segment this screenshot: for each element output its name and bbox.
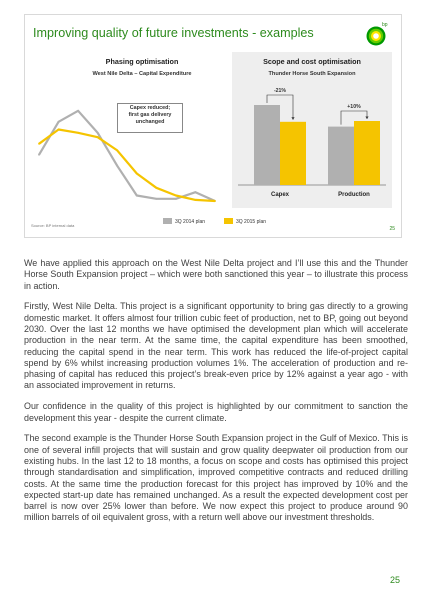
legend-label: 3Q 2014 plan	[175, 219, 206, 225]
bar-production-2015	[354, 121, 380, 185]
left-panel-subheading: West Nile Delta – Capital Expenditure	[92, 71, 192, 77]
data-point	[58, 121, 60, 123]
paragraph: Firstly, West Nile Delta. This project is a significant opportunity to bring gas directly to a growing domestic market. It offers almost four trillion cubic feet of production, net to BP, going out beyond 2030. Over the last 12 months we have optimised the development plan which will accelerate production in the near term. At the same time, the capital expenditure has been smoothed, reducing the capital spend in the near term. This work has reduced the life-of-project capital spend by 6% whilst increasing production volumes 1%. The acceleration of production and re-phasing of capital has reduced this project’s break-even price by 12% against a year ago - with an associated improvement in returns.	[24, 301, 408, 391]
data-point	[116, 150, 118, 152]
data-point	[175, 195, 177, 197]
series-line-2015	[39, 130, 215, 202]
data-point	[97, 136, 99, 138]
callout-line: Capex reduced;	[129, 105, 171, 111]
legend-swatch-yellow	[224, 218, 233, 224]
data-point	[214, 200, 216, 202]
paragraph: Our confidence in the quality of this project is highlighted by our commitment to sanction the development this year - despite the current climate.	[24, 401, 408, 423]
bar-production-2014	[328, 127, 354, 185]
right-panel-heading: Scope and cost optimisation	[263, 57, 361, 66]
bp-logo-icon	[361, 20, 391, 48]
legend-label: 3Q 2015 plan	[236, 219, 267, 225]
left-panel-heading: Phasing optimisation	[105, 57, 179, 66]
bar-capex-2015	[280, 122, 306, 185]
paragraph: The second example is the Thunder Horse South Expansion project in the Gulf of Mexico. This is one of several infill projects that will sustain and grow quality deepwater oil production from our existing hubs. In the last 12 to 18 months, a focus on scope and costs has optimised this project through standardisation and simplification, improved competitive contracts and reduced drilling costs. At the same time the production forecast for this project has improved by 10% and the expected start-up date has remained unchanged. As a result the expected development cost per barrel is now over 25% lower than before. We now expect this project to produce around 90 million barrels of oil equivalent gross, with a return well above our investment thresholds.	[24, 433, 408, 523]
data-point	[155, 198, 157, 200]
callout-line: unchanged	[135, 119, 165, 126]
callout-line: first gas delivery	[128, 112, 172, 119]
data-point	[136, 195, 138, 197]
scope-bar-chart	[232, 85, 392, 208]
category-label: Production	[338, 192, 370, 198]
slide-title: Improving quality of future investments - examples	[33, 26, 314, 40]
body-text	[24, 258, 408, 533]
bp-logo-text: bp	[382, 22, 388, 28]
data-point	[155, 187, 157, 189]
legend-item-2015	[224, 218, 266, 225]
data-point	[195, 191, 197, 193]
right-panel-subheading: Thunder Horse South Expansion	[268, 71, 356, 77]
data-point	[97, 132, 99, 134]
bar-capex-2014	[254, 105, 280, 185]
data-point	[77, 132, 79, 134]
data-point	[38, 154, 40, 156]
paragraph: We have applied this approach on the West Nile Delta project and I’ll use this and the Thunder Horse South Expansion project – which were both sanctioned this year – to illustrate this process in action.	[24, 258, 408, 291]
data-point	[116, 165, 118, 167]
change-label: -21%	[273, 88, 287, 94]
presentation-slide	[24, 14, 402, 238]
data-point	[195, 199, 197, 201]
data-point	[38, 143, 40, 145]
data-point	[58, 129, 60, 131]
chart-callout	[117, 103, 183, 133]
source-note: Source: BP internal data	[31, 223, 75, 228]
slide-number: 25	[389, 226, 395, 232]
arrow-icon	[291, 117, 294, 120]
data-point	[175, 198, 177, 200]
page-number: 25	[389, 575, 400, 585]
legend-item-2014	[163, 218, 205, 225]
data-point	[77, 110, 79, 112]
arrow-icon	[365, 117, 368, 120]
change-label: +10%	[347, 104, 361, 110]
legend-swatch-grey	[163, 218, 172, 224]
data-point	[136, 173, 138, 175]
category-label: Capex	[270, 192, 290, 198]
